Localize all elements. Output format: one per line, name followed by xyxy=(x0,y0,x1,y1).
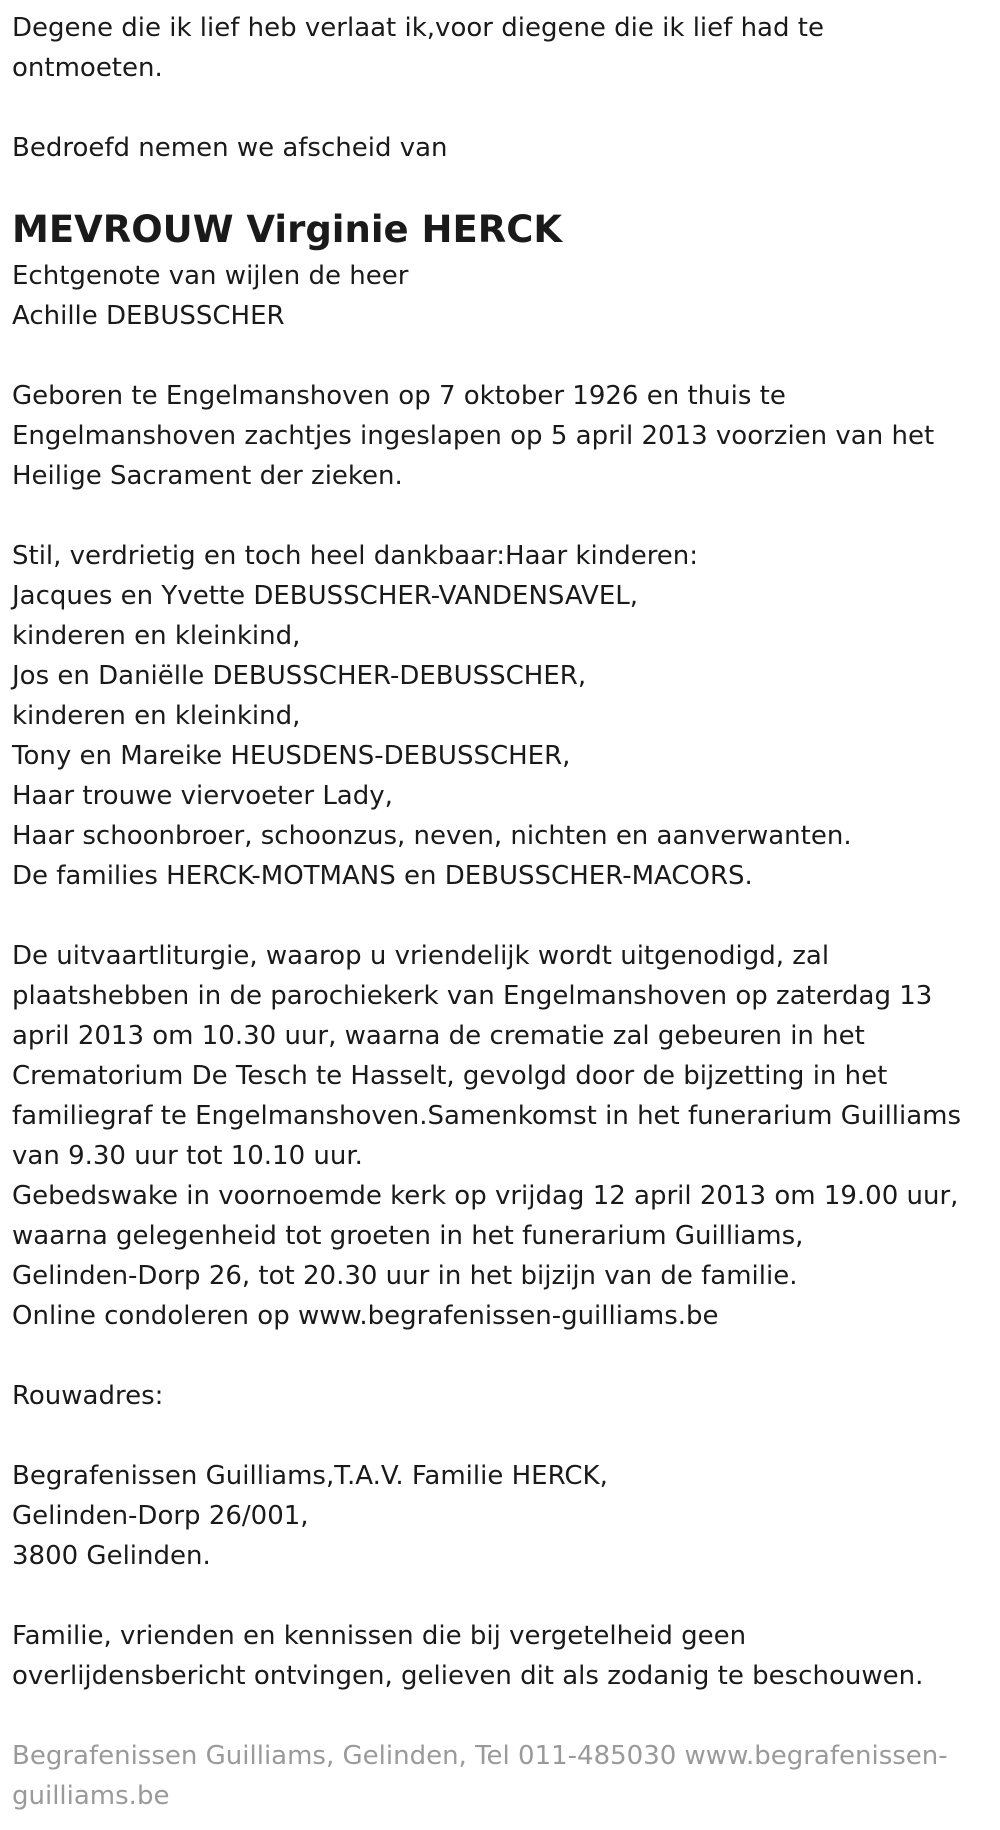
intro-quote-line-1: Degene die ik lief heb verlaat ik,voor diegene die ik lief had te xyxy=(12,13,824,43)
address-line: Gelinden-Dorp 26/001, xyxy=(12,1501,309,1531)
intro-quote-line-2: ontmoeten. xyxy=(12,53,163,83)
address-line: 3800 Gelinden. xyxy=(12,1541,211,1571)
ceremony-line: van 9.30 uur tot 10.10 uur. xyxy=(12,1141,363,1171)
funeral-home-footer-line-1: Begrafenissen Guilliams, Gelinden, Tel 011-485030 www.begrafenissen- xyxy=(12,1741,948,1771)
address-line: Begrafenissen Guilliams,T.A.V. Familie HERCK, xyxy=(12,1461,608,1491)
ceremony-line: Gebedswake in voornoemde kerk op vrijdag 12 april 2013 om 19.00 uur, xyxy=(12,1181,959,1211)
relation-line-2: Achille DEBUSSCHER xyxy=(12,301,285,331)
funeral-home-footer-line-2: guilliams.be xyxy=(12,1781,170,1811)
relation-line-1: Echtgenote van wijlen de heer xyxy=(12,261,409,291)
family-line: Jacques en Yvette DEBUSSCHER-VANDENSAVEL, xyxy=(12,581,638,611)
ceremony-line: familiegraf te Engelmanshoven.Samenkomst in het funerarium Guilliams xyxy=(12,1101,962,1131)
ceremony-line: Gelinden-Dorp 26, tot 20.30 uur in het bijzijn van de familie. xyxy=(12,1261,798,1291)
family-list xyxy=(12,536,988,896)
family-line: Jos en Daniëlle DEBUSSCHER-DEBUSSCHER, xyxy=(12,661,587,691)
family-line: kinderen en kleinkind, xyxy=(12,701,301,731)
mourning-address xyxy=(12,1456,988,1576)
birth-death-line-2: Engelmanshoven zachtjes ingeslapen op 5 april 2013 voorzien van het xyxy=(12,421,935,451)
ceremony-details xyxy=(12,936,988,1336)
announcement-text: Bedroefd nemen we afscheid van xyxy=(12,133,448,163)
birth-death-line-1: Geboren te Engelmanshoven op 7 oktober 1926 en thuis te xyxy=(12,381,786,411)
ceremony-line: Crematorium De Tesch te Hasselt, gevolgd door de bijzetting in het xyxy=(12,1061,888,1091)
ceremony-line: De uitvaartliturgie, waarop u vriendelijk wordt uitgenodigd, zal xyxy=(12,941,830,971)
ceremony-line: waarna gelegenheid tot groeten in het funerarium Guilliams, xyxy=(12,1221,804,1251)
ceremony-line: plaatshebben in de parochiekerk van Engelmanshoven op zaterdag 13 xyxy=(12,981,933,1011)
family-line: Tony en Mareike HEUSDENS-DEBUSSCHER, xyxy=(12,741,571,771)
family-line: kinderen en kleinkind, xyxy=(12,621,301,651)
family-line: De families HERCK-MOTMANS en DEBUSSCHER-MACORS. xyxy=(12,861,753,891)
deceased-name: MEVROUW Virginie HERCK xyxy=(12,208,563,251)
closing-line-2: overlijdensbericht ontvingen, gelieven dit als zodanig te beschouwen. xyxy=(12,1661,924,1691)
family-line: Stil, verdrietig en toch heel dankbaar:Haar kinderen: xyxy=(12,541,699,571)
family-line: Haar trouwe viervoeter Lady, xyxy=(12,781,393,811)
mourning-address-label: Rouwadres: xyxy=(12,1381,164,1411)
condolence-website-line: Online condoleren op www.begrafenissen-guilliams.be xyxy=(12,1301,719,1331)
birth-death-line-3: Heilige Sacrament der zieken. xyxy=(12,461,403,491)
ceremony-line: april 2013 om 10.30 uur, waarna de crematie zal gebeuren in het xyxy=(12,1021,865,1051)
closing-line-1: Familie, vrienden en kennissen die bij vergetelheid geen xyxy=(12,1621,747,1651)
family-line: Haar schoonbroer, schoonzus, neven, nichten en aanverwanten. xyxy=(12,821,852,851)
